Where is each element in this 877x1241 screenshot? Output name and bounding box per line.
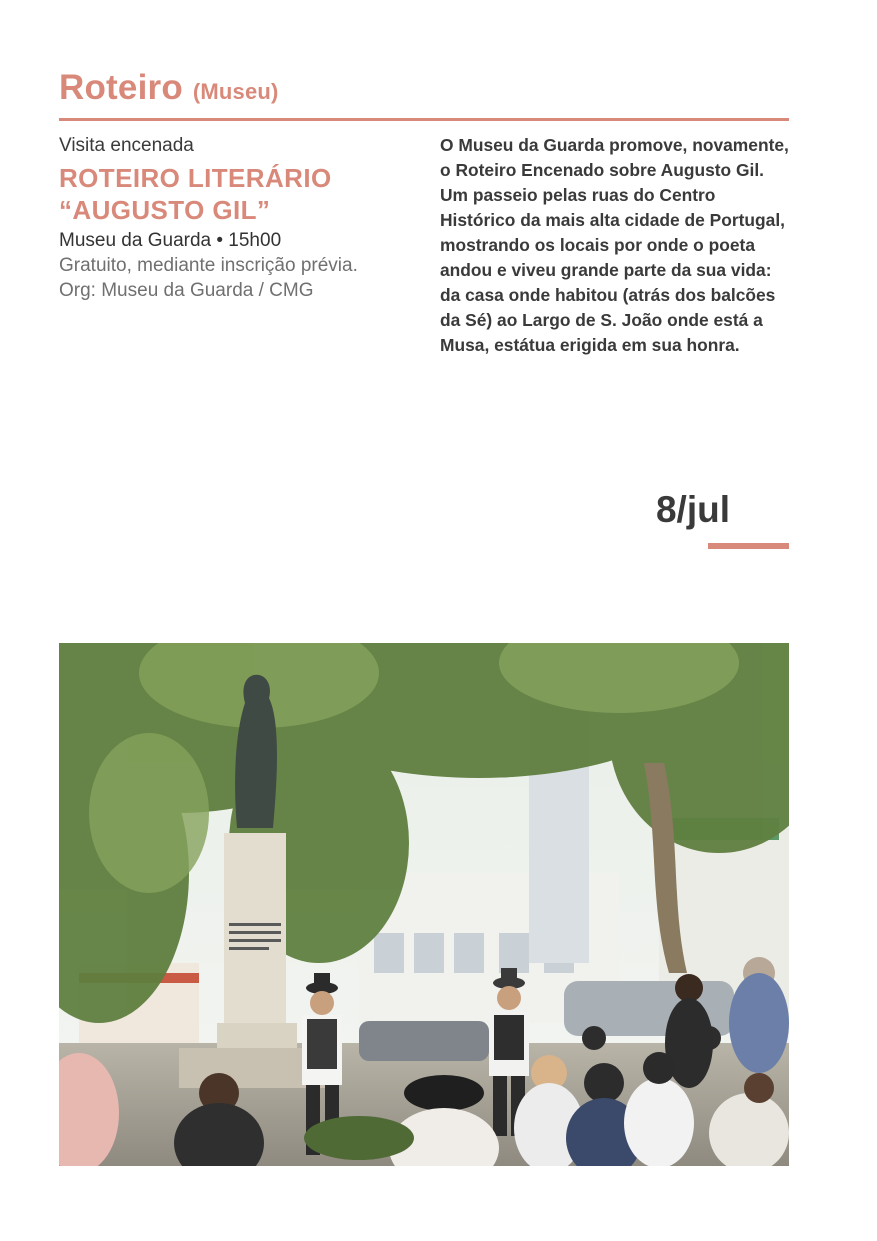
event-venue-time: Museu da Guarda • 15h00 — [59, 230, 282, 251]
event-title-line2: “AUGUSTO GIL” — [59, 195, 271, 225]
title-divider — [59, 118, 789, 121]
event-description: O Museu da Guarda promove, novamente, o Roteiro Encenado sobre Augusto Gil. Um passeio pelas ruas do Centro Histórico da mais alta cidade de Portugal, mostrando os locais por onde o poeta andou e viveu grande parte da sua vida: da casa onde habitou (atrás dos balcões da Sé) ao Largo de S. João onde está a Musa, estátua erigida em sua honra. — [440, 135, 789, 355]
section-title — [59, 66, 279, 114]
event-photo — [59, 643, 789, 1166]
car-gray — [359, 1021, 489, 1061]
event-info — [59, 134, 419, 303]
event-organizer: Org: Museu da Guarda / CMG — [59, 280, 314, 301]
section-subtitle: (Museu) — [192, 79, 279, 104]
event-kicker: Visita encenada — [59, 135, 194, 156]
flower-bed — [304, 1116, 414, 1160]
event-title-line1: ROTEIRO LITERÁRIO — [59, 163, 332, 193]
photo-scene-illustration — [59, 643, 789, 1166]
event-price-note: Gratuito, mediante inscrição prévia. — [59, 255, 358, 276]
event-date: 8/jul — [655, 489, 730, 530]
date-underline — [708, 543, 789, 549]
event-title — [59, 162, 419, 226]
section-title-main: Roteiro — [59, 68, 183, 107]
